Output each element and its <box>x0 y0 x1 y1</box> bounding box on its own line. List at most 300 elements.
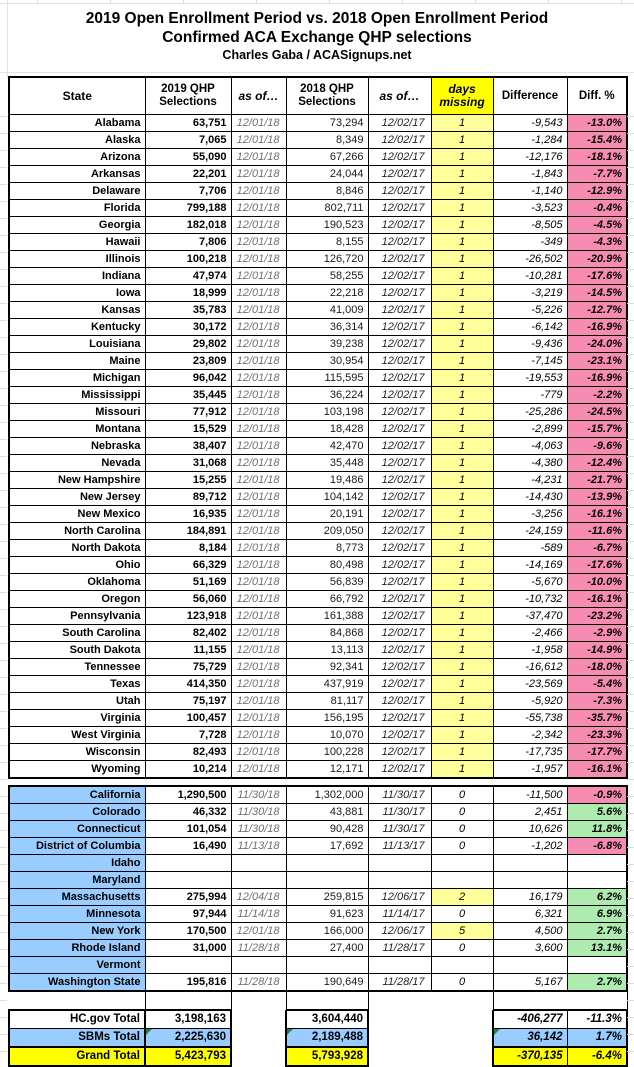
asof-2018-cell: 12/02/17 <box>368 540 431 557</box>
days-missing-cell: 1 <box>431 404 493 421</box>
asof-2019-cell: 12/01/18 <box>231 727 286 744</box>
days-missing-cell: 1 <box>431 710 493 727</box>
gridline-decoration <box>0 116 7 1054</box>
difference-cell: -19,553 <box>493 370 567 387</box>
days-missing-cell: 5 <box>431 923 493 940</box>
days-missing-cell: 1 <box>431 625 493 642</box>
spacer-cell <box>231 992 286 1010</box>
sel-2018-cell: 161,388 <box>286 608 368 625</box>
sel-2019-cell: 15,529 <box>145 421 231 438</box>
asof-2018-cell: 12/02/17 <box>368 523 431 540</box>
asof-2019-cell: 12/01/18 <box>231 421 286 438</box>
days-missing-cell: 0 <box>431 906 493 923</box>
asof-2018-cell: 12/02/17 <box>368 251 431 268</box>
days-missing-cell: 1 <box>431 761 493 779</box>
sel-2019-cell: 10,214 <box>145 761 231 779</box>
days-missing-cell: 0 <box>431 940 493 957</box>
difference-cell: -9,436 <box>493 336 567 353</box>
table-row <box>9 472 627 489</box>
asof-2019-cell: 12/01/18 <box>231 540 286 557</box>
days-missing-cell: 1 <box>431 693 493 710</box>
total-sel-2019-cell-with-comment-marker: 2,225,630 <box>145 1029 231 1048</box>
sel-2018-cell: 190,523 <box>286 217 368 234</box>
diff-pct-cell: 2.7% <box>567 923 627 940</box>
table-row <box>9 659 627 676</box>
asof-2018-cell: 12/02/17 <box>368 370 431 387</box>
diff-pct-cell: -12.4% <box>567 455 627 472</box>
sel-2019-cell: 56,060 <box>145 591 231 608</box>
state-cell: Massachusetts <box>9 889 145 906</box>
state-cell: Alabama <box>9 115 145 132</box>
sel-2019-cell <box>145 872 231 889</box>
state-cell: Nebraska <box>9 438 145 455</box>
asof-2018-cell: 12/02/17 <box>368 506 431 523</box>
sel-2019-cell: 7,065 <box>145 132 231 149</box>
state-cell: Montana <box>9 421 145 438</box>
table-row <box>9 591 627 608</box>
table-row <box>9 285 627 302</box>
total-difference-cell: -406,277 <box>493 1010 567 1029</box>
sel-2018-cell: 12,171 <box>286 761 368 779</box>
difference-cell: -4,380 <box>493 455 567 472</box>
column-header-2018-qhp: 2018 QHP Selections <box>286 77 368 115</box>
diff-pct-cell: 5.6% <box>567 804 627 821</box>
total-difference-cell-with-comment-marker: 36,142 <box>493 1029 567 1048</box>
sel-2019-cell: 1,290,500 <box>145 786 231 804</box>
sel-2019-cell: 31,000 <box>145 940 231 957</box>
asof-2018-cell: 11/30/17 <box>368 804 431 821</box>
federal-states-body <box>9 115 627 779</box>
table-row <box>9 693 627 710</box>
diff-pct-cell: -16.1% <box>567 591 627 608</box>
table-header <box>9 77 627 115</box>
difference-cell: -55,738 <box>493 710 567 727</box>
days-missing-cell: 1 <box>431 744 493 761</box>
table-row <box>9 149 627 166</box>
state-cell: North Carolina <box>9 523 145 540</box>
sel-2018-cell: 1,302,000 <box>286 786 368 804</box>
state-cell: Wisconsin <box>9 744 145 761</box>
sel-2019-cell: 16,935 <box>145 506 231 523</box>
difference-cell: -4,231 <box>493 472 567 489</box>
empty-cell <box>368 1029 431 1048</box>
asof-2018-cell: 12/02/17 <box>368 761 431 779</box>
table-row <box>9 251 627 268</box>
difference-cell: 5,167 <box>493 974 567 992</box>
table-row <box>9 540 627 557</box>
difference-cell: -5,226 <box>493 302 567 319</box>
asof-2018-cell: 12/06/17 <box>368 889 431 906</box>
sel-2018-cell: 22,218 <box>286 285 368 302</box>
sel-2018-cell: 36,314 <box>286 319 368 336</box>
days-missing-cell: 1 <box>431 438 493 455</box>
sel-2019-cell: 414,350 <box>145 676 231 693</box>
state-cell: Arkansas <box>9 166 145 183</box>
days-missing-cell: 1 <box>431 557 493 574</box>
days-missing-cell: 1 <box>431 608 493 625</box>
asof-2018-cell: 12/02/17 <box>368 183 431 200</box>
asof-2018-cell: 12/02/17 <box>368 574 431 591</box>
table-row <box>9 676 627 693</box>
table-row <box>9 957 627 974</box>
asof-2019-cell: 12/01/18 <box>231 200 286 217</box>
days-missing-cell <box>431 855 493 872</box>
empty-cell <box>231 1047 286 1066</box>
difference-cell <box>493 872 567 889</box>
asof-2019-cell: 12/01/18 <box>231 336 286 353</box>
table-row <box>9 421 627 438</box>
diff-pct-cell: -14.9% <box>567 642 627 659</box>
asof-2018-cell: 12/02/17 <box>368 693 431 710</box>
asof-2019-cell: 12/01/18 <box>231 438 286 455</box>
asof-2019-cell: 12/01/18 <box>231 370 286 387</box>
gridline-decoration <box>0 72 634 73</box>
state-cell: Colorado <box>9 804 145 821</box>
sel-2018-cell: 42,470 <box>286 438 368 455</box>
sel-2018-cell: 104,142 <box>286 489 368 506</box>
sel-2018-cell <box>286 957 368 974</box>
state-cell: Wyoming <box>9 761 145 779</box>
difference-cell: -6,142 <box>493 319 567 336</box>
state-cell: South Dakota <box>9 642 145 659</box>
diff-pct-cell: -18.0% <box>567 659 627 676</box>
asof-2019-cell: 12/01/18 <box>231 183 286 200</box>
days-missing-cell: 1 <box>431 149 493 166</box>
table-row <box>9 370 627 387</box>
asof-2019-cell: 12/01/18 <box>231 489 286 506</box>
diff-pct-cell: -16.1% <box>567 506 627 523</box>
asof-2019-cell: 12/01/18 <box>231 608 286 625</box>
asof-2019-cell: 12/01/18 <box>231 523 286 540</box>
asof-2018-cell: 12/02/17 <box>368 591 431 608</box>
asof-2018-cell: 12/02/17 <box>368 132 431 149</box>
state-cell: South Carolina <box>9 625 145 642</box>
title-block <box>0 0 634 63</box>
state-cell: Kentucky <box>9 319 145 336</box>
asof-2018-cell: 12/02/17 <box>368 200 431 217</box>
table-row <box>9 889 627 906</box>
days-missing-cell: 1 <box>431 319 493 336</box>
diff-pct-cell: -7.3% <box>567 693 627 710</box>
difference-cell: -349 <box>493 234 567 251</box>
spacer-cell <box>567 992 627 1010</box>
sel-2018-cell: 18,428 <box>286 421 368 438</box>
days-missing-cell: 1 <box>431 472 493 489</box>
table-row <box>9 855 627 872</box>
diff-pct-cell: -16.9% <box>567 370 627 387</box>
sel-2018-cell: 437,919 <box>286 676 368 693</box>
sel-2019-cell: 46,332 <box>145 804 231 821</box>
table-row <box>9 217 627 234</box>
diff-pct-cell: -12.9% <box>567 183 627 200</box>
sel-2019-cell: 89,712 <box>145 489 231 506</box>
sel-2018-cell: 13,113 <box>286 642 368 659</box>
asof-2018-cell <box>368 957 431 974</box>
days-missing-cell: 1 <box>431 574 493 591</box>
sel-2019-cell: 182,018 <box>145 217 231 234</box>
asof-2019-cell: 12/01/18 <box>231 642 286 659</box>
difference-cell: -24,159 <box>493 523 567 540</box>
asof-2019-cell: 12/01/18 <box>231 285 286 302</box>
diff-pct-cell: 11.8% <box>567 821 627 838</box>
table-row <box>9 574 627 591</box>
days-missing-cell: 1 <box>431 489 493 506</box>
asof-2019-cell: 12/01/18 <box>231 744 286 761</box>
days-missing-cell: 0 <box>431 786 493 804</box>
asof-2018-cell: 12/02/17 <box>368 149 431 166</box>
state-cell: Idaho <box>9 855 145 872</box>
spacer-cell <box>431 992 493 1010</box>
sel-2019-cell: 23,809 <box>145 353 231 370</box>
asof-2018-cell: 12/02/17 <box>368 319 431 336</box>
difference-cell: -37,470 <box>493 608 567 625</box>
state-cell: Maine <box>9 353 145 370</box>
sbm-states-body <box>9 786 627 991</box>
sel-2019-cell: 16,490 <box>145 838 231 855</box>
sel-2019-cell: 66,329 <box>145 557 231 574</box>
table-row <box>9 761 627 779</box>
diff-pct-cell: -0.9% <box>567 786 627 804</box>
sel-2018-cell: 259,815 <box>286 889 368 906</box>
sel-2019-cell: 75,197 <box>145 693 231 710</box>
days-missing-cell: 1 <box>431 336 493 353</box>
difference-cell: -2,899 <box>493 421 567 438</box>
days-missing-cell: 2 <box>431 889 493 906</box>
sel-2018-cell: 43,881 <box>286 804 368 821</box>
sel-2018-cell: 91,623 <box>286 906 368 923</box>
asof-2018-cell: 12/02/17 <box>368 166 431 183</box>
difference-cell: -10,732 <box>493 591 567 608</box>
state-cell: North Dakota <box>9 540 145 557</box>
empty-cell <box>431 1029 493 1048</box>
state-cell: Missouri <box>9 404 145 421</box>
sel-2018-cell: 802,711 <box>286 200 368 217</box>
sel-2019-cell: 18,999 <box>145 285 231 302</box>
spacer-cell <box>9 992 145 1010</box>
days-missing-cell: 1 <box>431 659 493 676</box>
table-row <box>9 404 627 421</box>
sel-2019-cell: 35,445 <box>145 387 231 404</box>
diff-pct-cell: 6.2% <box>567 889 627 906</box>
asof-2018-cell: 12/02/17 <box>368 625 431 642</box>
total-row <box>9 1029 627 1048</box>
diff-pct-cell: -16.9% <box>567 319 627 336</box>
difference-cell <box>493 957 567 974</box>
asof-2019-cell: 12/01/18 <box>231 676 286 693</box>
empty-cell <box>431 1010 493 1029</box>
state-cell: Connecticut <box>9 821 145 838</box>
total-row <box>9 1010 627 1029</box>
diff-pct-cell: -13.9% <box>567 489 627 506</box>
state-cell: Rhode Island <box>9 940 145 957</box>
state-cell: Delaware <box>9 183 145 200</box>
page-title-line-2: Confirmed ACA Exchange QHP selections <box>162 29 472 46</box>
asof-2019-cell: 12/01/18 <box>231 319 286 336</box>
sel-2019-cell <box>145 855 231 872</box>
sel-2018-cell: 8,349 <box>286 132 368 149</box>
diff-pct-cell: -23.1% <box>567 353 627 370</box>
days-missing-cell: 1 <box>431 268 493 285</box>
diff-pct-cell <box>567 855 627 872</box>
diff-pct-cell: -16.1% <box>567 761 627 779</box>
asof-2018-cell: 11/28/17 <box>368 974 431 992</box>
empty-cell <box>231 1029 286 1048</box>
asof-2018-cell: 11/28/17 <box>368 940 431 957</box>
difference-cell: -16,612 <box>493 659 567 676</box>
days-missing-cell: 1 <box>431 591 493 608</box>
asof-2019-cell: 12/01/18 <box>231 923 286 940</box>
table-row <box>9 132 627 149</box>
diff-pct-cell: -18.1% <box>567 149 627 166</box>
asof-2019-cell: 12/01/18 <box>231 251 286 268</box>
column-header-diff-pct: Diff. % <box>567 77 627 115</box>
sel-2019-cell: 31,068 <box>145 455 231 472</box>
asof-2018-cell: 12/02/17 <box>368 557 431 574</box>
spacer-cell <box>145 992 231 1010</box>
days-missing-cell: 0 <box>431 838 493 855</box>
sel-2018-cell: 156,195 <box>286 710 368 727</box>
diff-pct-cell: -17.6% <box>567 557 627 574</box>
asof-2018-cell: 12/02/17 <box>368 455 431 472</box>
sel-2018-cell: 56,839 <box>286 574 368 591</box>
asof-2019-cell: 12/01/18 <box>231 404 286 421</box>
diff-pct-cell: -0.4% <box>567 200 627 217</box>
difference-cell: -5,670 <box>493 574 567 591</box>
diff-pct-cell: -13.0% <box>567 115 627 132</box>
asof-2019-cell: 12/01/18 <box>231 217 286 234</box>
sel-2019-cell: 29,802 <box>145 336 231 353</box>
total-diff-pct-cell: -11.3% <box>567 1010 627 1029</box>
asof-2019-cell: 12/01/18 <box>231 761 286 779</box>
table-row <box>9 166 627 183</box>
diff-pct-cell: -4.3% <box>567 234 627 251</box>
total-sel-2018-cell: 5,793,928 <box>286 1047 368 1066</box>
spacer-cell <box>368 992 431 1010</box>
days-missing-cell: 1 <box>431 387 493 404</box>
state-cell: New York <box>9 923 145 940</box>
asof-2018-cell: 12/02/17 <box>368 387 431 404</box>
diff-pct-cell: -23.3% <box>567 727 627 744</box>
state-cell: New Jersey <box>9 489 145 506</box>
asof-2019-cell: 12/01/18 <box>231 625 286 642</box>
sel-2018-cell: 30,954 <box>286 353 368 370</box>
state-cell: New Mexico <box>9 506 145 523</box>
asof-2018-cell: 12/02/17 <box>368 336 431 353</box>
gridline-decoration <box>627 116 634 1054</box>
days-missing-cell: 1 <box>431 285 493 302</box>
sel-2019-cell: 7,706 <box>145 183 231 200</box>
sel-2019-cell: 11,155 <box>145 642 231 659</box>
diff-pct-cell: -21.7% <box>567 472 627 489</box>
asof-2018-cell: 12/02/17 <box>368 676 431 693</box>
sel-2018-cell: 84,868 <box>286 625 368 642</box>
sel-2018-cell: 90,428 <box>286 821 368 838</box>
days-missing-cell: 1 <box>431 506 493 523</box>
difference-cell: 2,451 <box>493 804 567 821</box>
table-row <box>9 268 627 285</box>
days-missing-cell: 1 <box>431 234 493 251</box>
state-cell: Arizona <box>9 149 145 166</box>
state-cell: West Virginia <box>9 727 145 744</box>
state-cell: Washington State <box>9 974 145 992</box>
table-row <box>9 872 627 889</box>
sel-2019-cell: 35,783 <box>145 302 231 319</box>
difference-cell: -3,256 <box>493 506 567 523</box>
sel-2018-cell: 10,070 <box>286 727 368 744</box>
state-cell: Mississippi <box>9 387 145 404</box>
state-cell: Oklahoma <box>9 574 145 591</box>
diff-pct-cell: -11.6% <box>567 523 627 540</box>
sel-2019-cell: 97,944 <box>145 906 231 923</box>
state-cell: Alaska <box>9 132 145 149</box>
table-row <box>9 940 627 957</box>
asof-2019-cell: 11/30/18 <box>231 821 286 838</box>
state-cell: Tennessee <box>9 659 145 676</box>
state-cell: Florida <box>9 200 145 217</box>
sel-2019-cell: 51,169 <box>145 574 231 591</box>
asof-2018-cell: 12/02/17 <box>368 421 431 438</box>
difference-cell: -8,505 <box>493 217 567 234</box>
days-missing-cell: 1 <box>431 115 493 132</box>
difference-cell: -4,063 <box>493 438 567 455</box>
sel-2019-cell <box>145 957 231 974</box>
asof-2018-cell: 12/02/17 <box>368 268 431 285</box>
difference-cell: 10,626 <box>493 821 567 838</box>
sel-2018-cell <box>286 872 368 889</box>
diff-pct-cell: 13.1% <box>567 940 627 957</box>
sel-2018-cell: 190,649 <box>286 974 368 992</box>
difference-cell: -1,958 <box>493 642 567 659</box>
difference-cell: -2,466 <box>493 625 567 642</box>
table-row <box>9 838 627 855</box>
difference-cell: -10,281 <box>493 268 567 285</box>
sel-2019-cell: 275,994 <box>145 889 231 906</box>
sel-2019-cell: 47,974 <box>145 268 231 285</box>
state-cell: Maryland <box>9 872 145 889</box>
asof-2019-cell: 11/30/18 <box>231 804 286 821</box>
sel-2018-cell: 8,773 <box>286 540 368 557</box>
days-missing-cell <box>431 957 493 974</box>
table-row <box>9 523 627 540</box>
state-cell: Minnesota <box>9 906 145 923</box>
days-missing-cell: 1 <box>431 166 493 183</box>
sel-2019-cell: 22,201 <box>145 166 231 183</box>
days-missing-cell: 0 <box>431 974 493 992</box>
difference-cell: -9,543 <box>493 115 567 132</box>
sel-2018-cell: 80,498 <box>286 557 368 574</box>
table-row <box>9 234 627 251</box>
sel-2018-cell: 8,846 <box>286 183 368 200</box>
table-row <box>9 608 627 625</box>
sel-2018-cell: 39,238 <box>286 336 368 353</box>
days-missing-cell: 1 <box>431 540 493 557</box>
days-missing-cell: 1 <box>431 523 493 540</box>
sel-2018-cell: 81,117 <box>286 693 368 710</box>
sel-2018-cell: 8,155 <box>286 234 368 251</box>
difference-cell: -2,342 <box>493 727 567 744</box>
total-sel-2018-cell: 3,604,440 <box>286 1010 368 1029</box>
asof-2018-cell: 12/02/17 <box>368 472 431 489</box>
column-header-difference: Difference <box>493 77 567 115</box>
diff-pct-cell: -2.9% <box>567 625 627 642</box>
table-row <box>9 438 627 455</box>
sel-2018-cell: 20,191 <box>286 506 368 523</box>
days-missing-cell: 1 <box>431 200 493 217</box>
asof-2018-cell: 12/02/17 <box>368 234 431 251</box>
difference-cell: 4,500 <box>493 923 567 940</box>
difference-cell: -1,140 <box>493 183 567 200</box>
asof-2018-cell: 12/02/17 <box>368 642 431 659</box>
